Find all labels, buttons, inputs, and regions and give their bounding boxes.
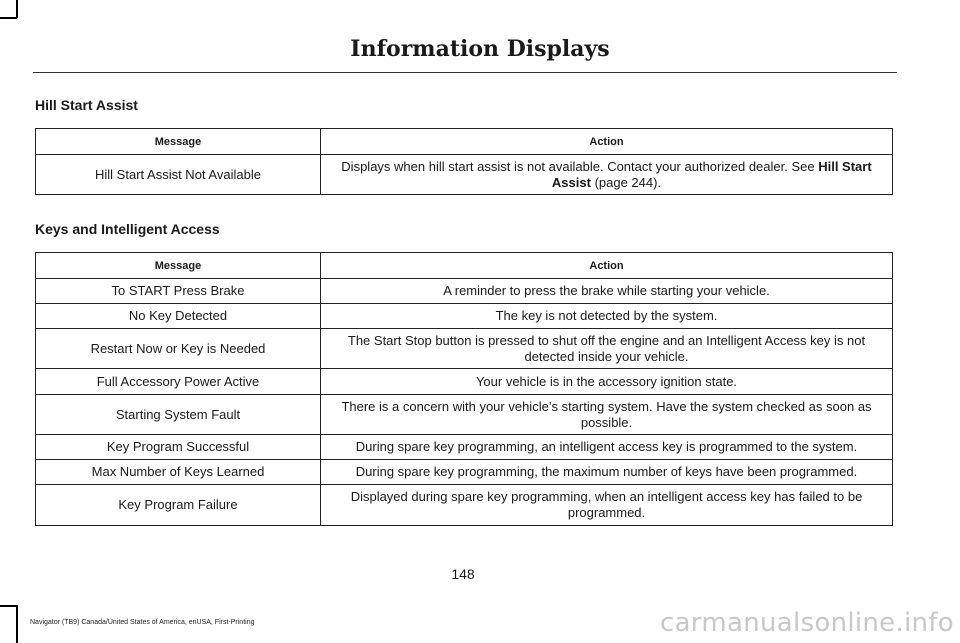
action-cell: Your vehicle is in the accessory ignition state.: [321, 369, 893, 395]
message-cell: Restart Now or Key is Needed: [36, 329, 321, 369]
table-header-row: [36, 253, 893, 279]
message-cell: To START Press Brake: [36, 279, 321, 304]
table-row: [36, 485, 893, 526]
table-row: [36, 369, 893, 395]
watermark: carmanualsonline.info: [659, 608, 954, 638]
column-header-message: Message: [36, 253, 321, 279]
message-cell: No Key Detected: [36, 304, 321, 329]
section-heading-keys-intelligent-access: Keys and Intelligent Access: [35, 221, 220, 237]
action-cell: There is a concern with your vehicle’s starting system. Have the system checked as soon as possible.: [321, 395, 893, 435]
action-cell: During spare key programming, the maximum number of keys have been programmed.: [321, 460, 893, 485]
message-cell: Key Program Successful: [36, 435, 321, 460]
table-row: [36, 279, 893, 304]
table-row: [36, 304, 893, 329]
message-cell: Starting System Fault: [36, 395, 321, 435]
page-title: Information Displays: [350, 36, 610, 62]
action-text-page: (page 244).: [590, 174, 662, 190]
crop-mark-top-left-v: [16, 0, 18, 18]
crop-mark-top-left-h: [0, 17, 17, 19]
crop-mark-bottom-left-h: [0, 605, 17, 607]
column-header-message: Message: [36, 129, 321, 155]
crop-mark-bottom-left-v: [16, 605, 18, 643]
action-cell: The key is not detected by the system.: [321, 304, 893, 329]
message-cell: Full Accessory Power Active: [36, 369, 321, 395]
table-row: [36, 329, 893, 369]
column-header-action: Action: [321, 129, 893, 155]
message-cell: Max Number of Keys Learned: [36, 460, 321, 485]
action-cell: The Start Stop button is pressed to shut off the engine and an Intelligent Access key is not detected inside your vehicle.: [321, 329, 893, 369]
table-row: [36, 460, 893, 485]
cross-reference-link[interactable]: Hill Start Assist: [551, 158, 872, 190]
message-cell: Hill Start Assist Not Available: [36, 155, 321, 195]
table-row: [36, 395, 893, 435]
table-row: [36, 435, 893, 460]
column-header-action: Action: [321, 253, 893, 279]
action-cell: [321, 155, 893, 195]
table-header-row: [36, 129, 893, 155]
publication-info: Navigator (TB9) Canada/United States of America, enUSA, First-Printing: [30, 619, 255, 626]
message-cell: Key Program Failure: [36, 485, 321, 526]
page-number: 148: [451, 566, 475, 582]
section-heading-hill-start-assist: Hill Start Assist: [35, 97, 138, 113]
action-cell: During spare key programming, an intelligent access key is programmed to the system.: [321, 435, 893, 460]
title-divider: [33, 72, 897, 73]
action-cell: Displayed during spare key programming, when an intelligent access key has failed to be programmed.: [321, 485, 893, 526]
action-cell: A reminder to press the brake while starting your vehicle.: [321, 279, 893, 304]
action-text: Displays when hill start assist is not available. Contact your authorized dealer. See: [341, 158, 819, 174]
table-row: [36, 155, 893, 195]
hill-start-assist-table: [35, 128, 893, 195]
keys-intelligent-access-table: [35, 252, 893, 526]
